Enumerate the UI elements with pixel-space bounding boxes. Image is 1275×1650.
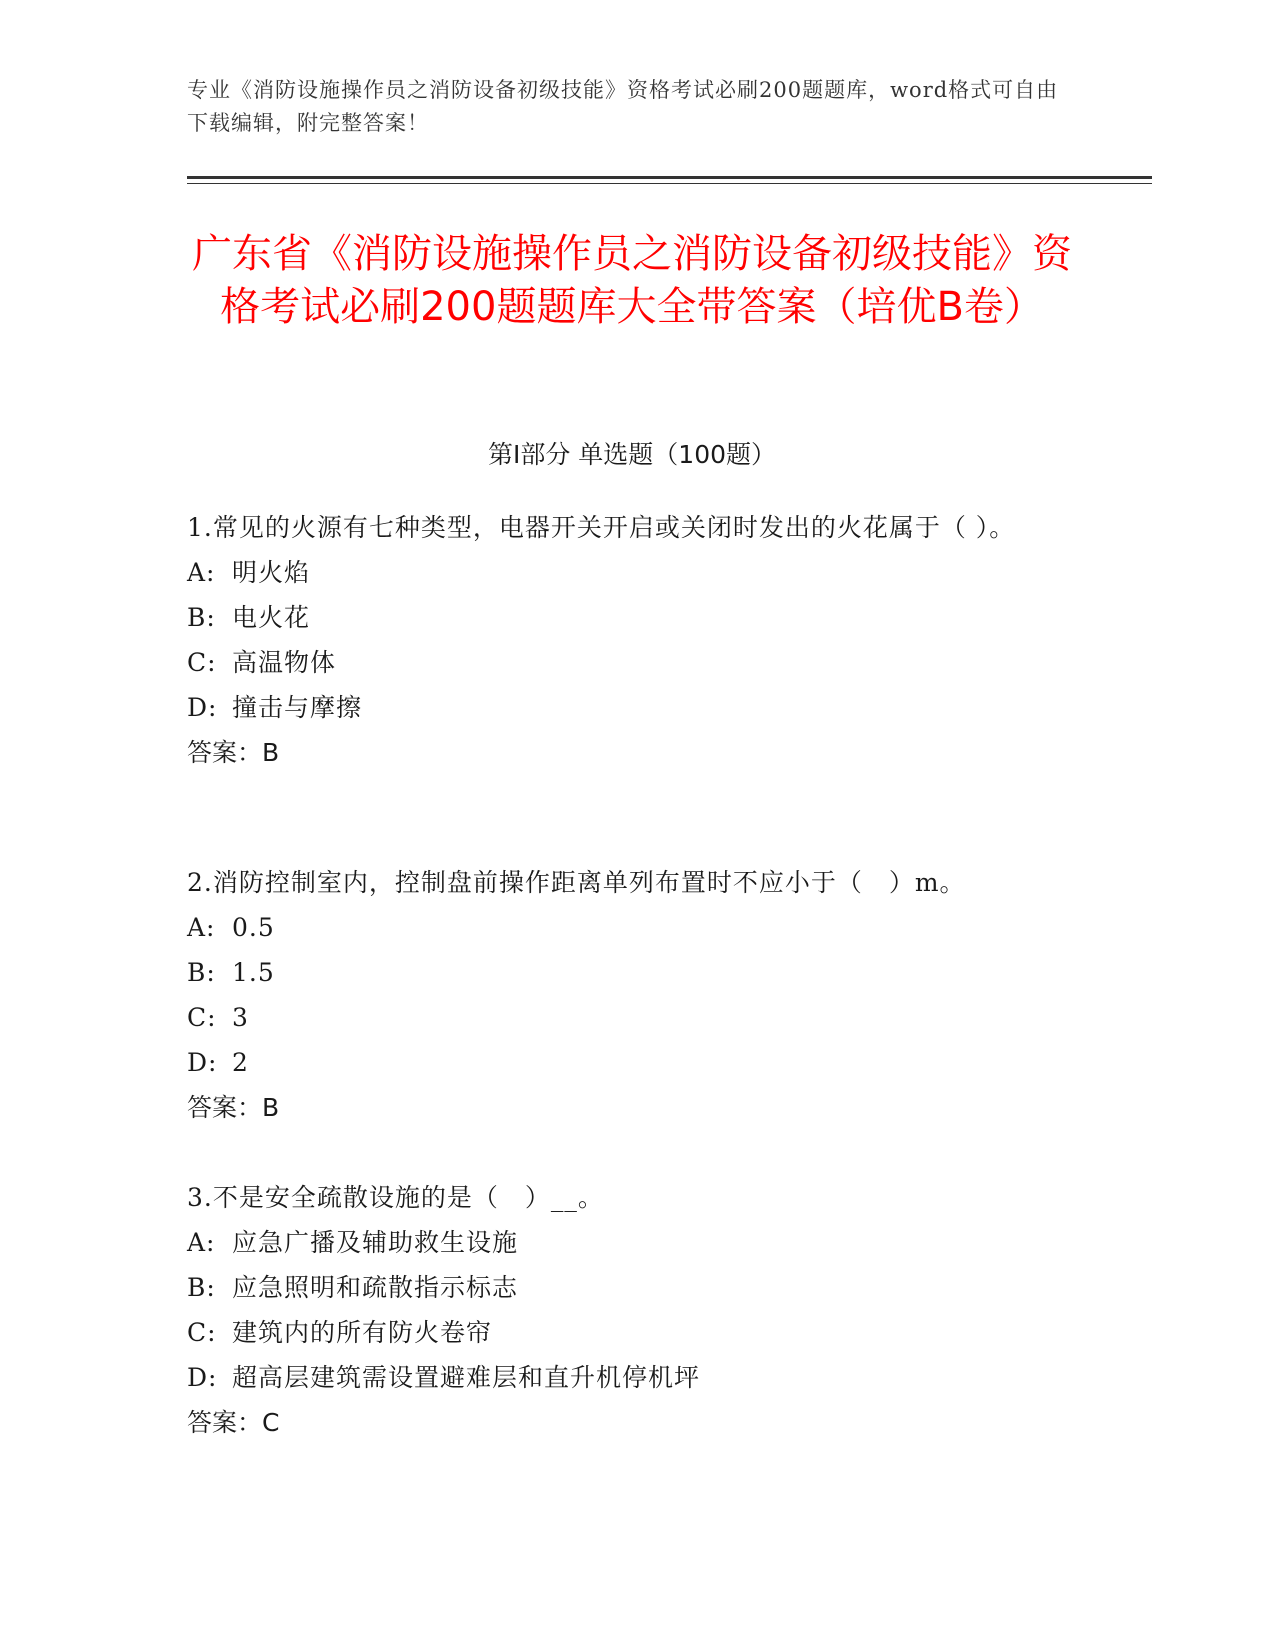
- option-text: 明火焰: [232, 558, 311, 587]
- option-letter: B:: [187, 603, 216, 632]
- option-d: [187, 685, 1067, 730]
- option-letter: D:: [187, 1048, 218, 1077]
- option-text: 高温物体: [232, 648, 337, 677]
- question-3: [187, 1175, 1067, 1445]
- option-c: [187, 1310, 1067, 1355]
- question-stem: 3.不是安全疏散设施的是（ ）__。: [187, 1183, 604, 1212]
- option-text: 建筑内的所有防火卷帘: [232, 1318, 493, 1347]
- section-title: 第Ⅰ部分 单选题（100题）: [487, 440, 777, 469]
- option-text: 3: [232, 1003, 249, 1032]
- option-letter: B:: [187, 958, 216, 987]
- option-letter: D:: [187, 1363, 218, 1392]
- option-letter: C:: [187, 1318, 217, 1347]
- option-c: [187, 640, 1067, 685]
- header-rule-thick: [187, 176, 1152, 179]
- option-letter: A:: [187, 913, 216, 942]
- option-letter: D:: [187, 693, 218, 722]
- option-a: [187, 1220, 1067, 1265]
- header-rule-thin: [187, 183, 1152, 184]
- option-c: [187, 995, 1067, 1040]
- option-d: [187, 1355, 1067, 1400]
- option-text: 撞击与摩擦: [232, 693, 363, 722]
- option-text: 1.5: [232, 958, 275, 987]
- option-b: [187, 595, 1067, 640]
- question-1: [187, 505, 1067, 775]
- option-letter: A:: [187, 1228, 216, 1257]
- question-stem: 1.常见的火源有七种类型，电器开关开启或关闭时发出的火花属于（ ）。: [187, 513, 1016, 542]
- option-d: [187, 1040, 1067, 1085]
- option-b: [187, 950, 1067, 995]
- option-text: 应急照明和疏散指示标志: [232, 1273, 519, 1302]
- option-letter: C:: [187, 648, 217, 677]
- answer: 答案：C: [187, 1408, 280, 1437]
- option-b: [187, 1265, 1067, 1310]
- question-stem: 2.消防控制室内，控制盘前操作距离单列布置时不应小于（ ）m。: [187, 868, 966, 897]
- header-note: 专业《消防设施操作员之消防设备初级技能》资格考试必刷200题题库，word格式可自由下载编辑，附完整答案！: [187, 78, 1059, 135]
- option-letter: A:: [187, 558, 216, 587]
- option-letter: C:: [187, 1003, 217, 1032]
- answer: 答案：B: [187, 1093, 280, 1122]
- question-2: [187, 860, 1067, 1130]
- option-a: [187, 550, 1067, 595]
- option-text: 2: [232, 1048, 249, 1077]
- option-a: [187, 905, 1067, 950]
- answer: 答案：B: [187, 738, 280, 767]
- option-letter: B:: [187, 1273, 216, 1302]
- option-text: 0.5: [232, 913, 275, 942]
- document-title: 广东省《消防设施操作员之消防设备初级技能》资格考试必刷200题题库大全带答案（培优B卷）: [192, 231, 1072, 330]
- option-text: 应急广播及辅助救生设施: [232, 1228, 519, 1257]
- option-text: 超高层建筑需设置避难层和直升机停机坪: [232, 1363, 701, 1392]
- option-text: 电火花: [232, 603, 311, 632]
